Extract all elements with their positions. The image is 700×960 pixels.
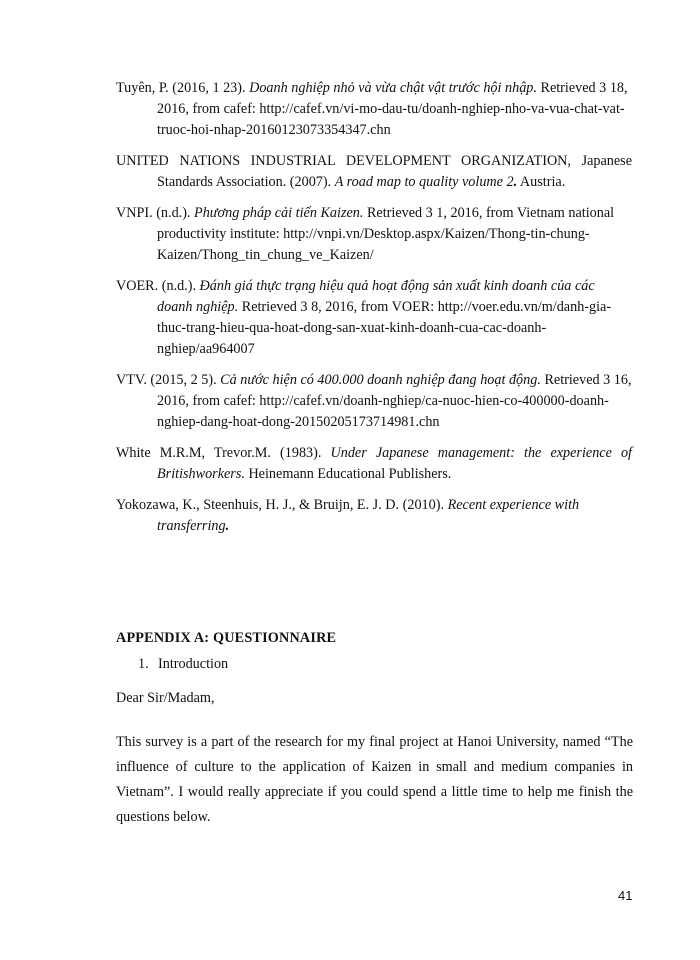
reference-entry: White M.R.M, Trevor.M. (1983). Under Japanese management: the experience of Britishworkers. Heinemann Educational Publishers. [116, 445, 633, 482]
section-label: Introduction [158, 656, 229, 672]
reference-title: Doanh nghiệp nhỏ và vừa chật vật trước hội nhập. [249, 80, 537, 96]
salutation: Dear Sir/Madam, [116, 690, 215, 706]
reference-title: Cả nước hiện có 400.000 doanh nghiệp đang hoạt động. [220, 372, 541, 388]
page-number: 41 [618, 888, 633, 903]
reference-title: Recent experience with transferring [157, 497, 580, 534]
reference-title: Đánh giá thực trạng hiệu quả hoạt động sản xuất kinh doanh của các doanh nghiệp. [157, 278, 595, 315]
reference-entry: VOER. (n.d.). Đánh giá thực trạng hiệu quả hoạt động sản xuất kinh doanh của các doanh nghiệp. Retrieved 3 8, 2016, from VOER: http://voer.edu.vn/m/danh-gia-thuc-trang-hieu-qua-hoat-dong-san-xuat-kinh-doanh-cua-cac-doanh-nghiep/aa964007 [116, 278, 612, 357]
reference-title: Phương pháp cải tiến Kaizen. [194, 205, 364, 221]
reference-entry: Yokozawa, K., Steenhuis, H. J., & Bruijn, E. J. D. (2010). Recent experience with transferring. [116, 497, 580, 534]
reference-entry: VTV. (2015, 2 5). Cả nước hiện có 400.000 doanh nghiệp đang hoạt động. Retrieved 3 16, 2016, from cafef: http://cafef.vn/doanh-nghiep/ca-nuoc-hien-co-400000-doanh-nghiep-dang-hoat-dong-20150205173714981.chn [116, 372, 632, 430]
reference-title: Under Japanese management: the experience of Britishworkers. [157, 445, 633, 482]
survey-introduction-paragraph: This survey is a part of the research for my final project at Hanoi University, named “The influence of culture to the application of Kaizen in small and medium companies in Vietnam”. I would really appreciate if you could spend a little time to help me finish the questions below. [116, 734, 633, 825]
reference-entry: VNPI. (n.d.). Phương pháp cải tiến Kaizen. Retrieved 3 1, 2016, from Vietnam national productivity institute: http://vnpi.vn/Desktop.aspx/Kaizen/Thong-tin-chung-Kaizen/Thong_tin_chung_ve_Kaizen/ [116, 205, 615, 263]
section-heading-introduction [138, 656, 228, 673]
appendix-heading: APPENDIX A: QUESTIONNAIRE [116, 630, 337, 646]
reference-entry: Tuyên, P. (2016, 1 23). Doanh nghiệp nhỏ và vừa chật vật trước hội nhập. Retrieved 3 18, 2016, from cafef: http://cafef.vn/vi-mo-dau-tu/doanh-nghiep-nho-va-vua-chat-vat-truoc-hoi-nhap-20160123073354347.chn [116, 80, 628, 138]
reference-list [116, 78, 632, 547]
list-number: 1. [138, 656, 149, 672]
reference-title: A road map to quality volume 2 [334, 174, 514, 190]
reference-entry: UNITED NATIONS INDUSTRIAL DEVELOPMENT ORGANIZATION, Japanese Standards Association. (2007). A road map to quality volume 2. Austria. [116, 153, 632, 190]
